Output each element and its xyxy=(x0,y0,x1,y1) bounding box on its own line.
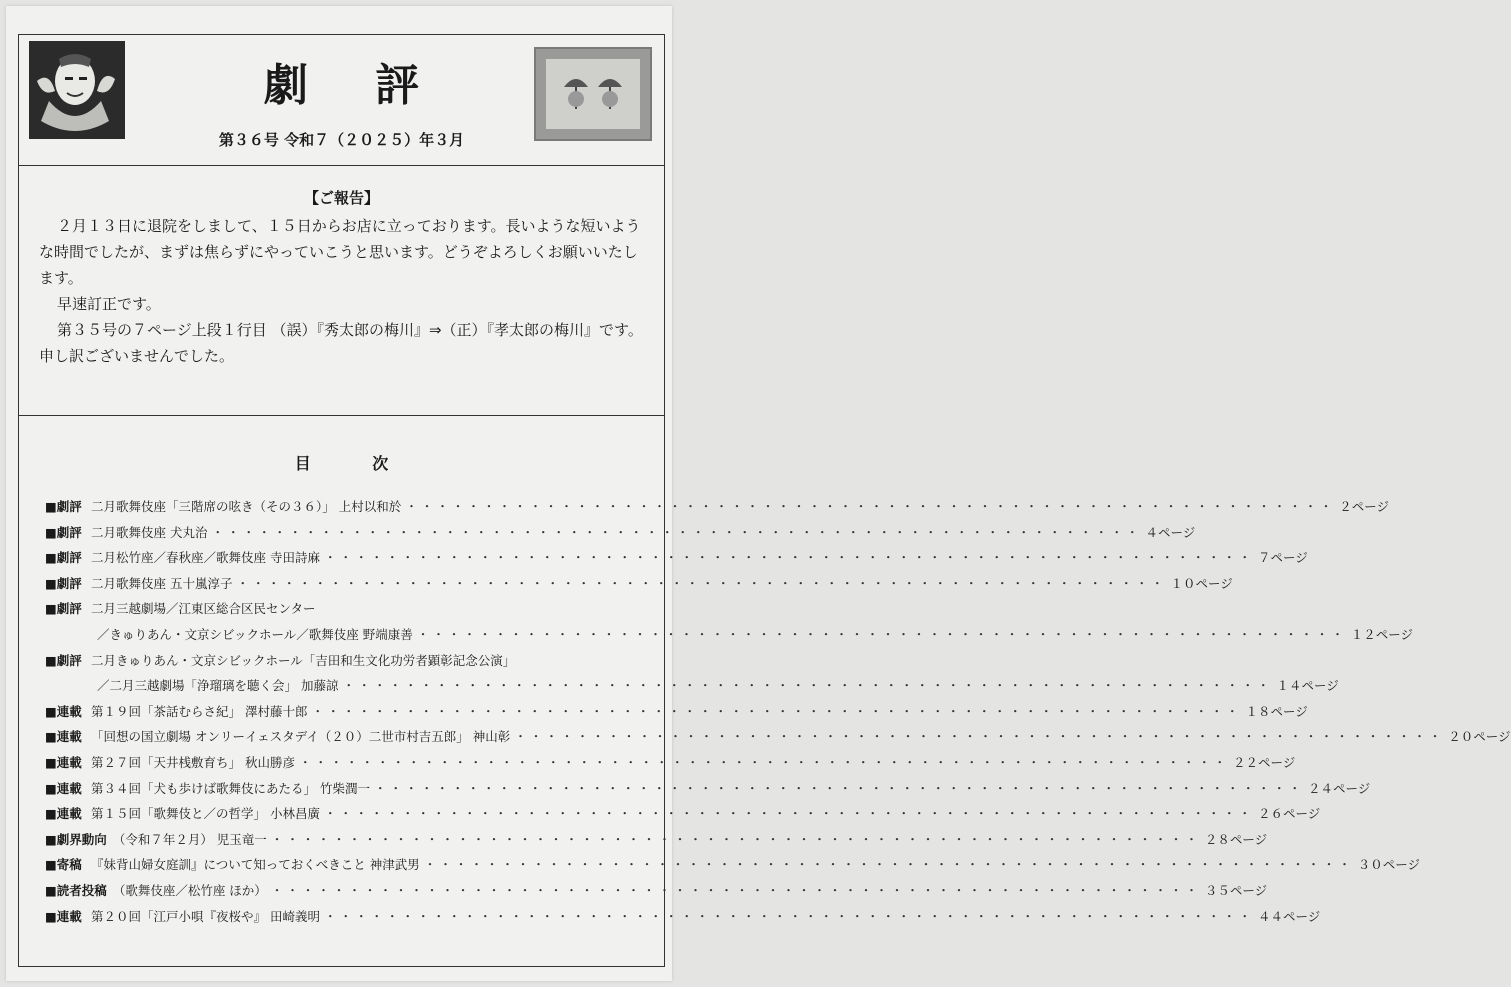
toc-page-number: ２２ページ xyxy=(1233,754,1296,770)
toc-entry xyxy=(45,830,1268,856)
framed-artwork-image xyxy=(534,47,652,141)
toc-title: 二月歌舞伎座「三階席の呟き（その３６）」 上村以和於 xyxy=(91,499,402,514)
toc-entry xyxy=(45,651,650,677)
toc-entry xyxy=(45,676,1339,702)
toc-title: 二月歌舞伎座 五十嵐淳子 xyxy=(91,575,233,591)
toc-category: ■劇評 xyxy=(45,575,82,591)
notice-paragraph: 第３５号の７ページ上段１行目 （誤）『秀太郎の梅川』⇒（正）『孝太郎の梅川』です。 申し訳ございませんでした。 xyxy=(39,321,643,365)
toc-category: ■劇評 xyxy=(45,550,82,566)
toc-page-number: ３０ページ xyxy=(1357,857,1421,873)
toc-category: ■読者投稿 xyxy=(45,882,107,898)
toc-category: ■劇評 xyxy=(45,499,82,514)
notice-paragraph: 早速訂正です。 xyxy=(57,295,161,313)
toc-heading: 目 次 xyxy=(294,454,417,473)
toc-page-number: ２８ページ xyxy=(1204,831,1268,847)
toc-page-number: ３５ページ xyxy=(1204,882,1268,898)
toc-leader-dots: ・・・・・・・・・・・・・・・・・・・・・・・・・・・・・・・・・・・・・・・・・・・・・・・・・・・・・・・・・・・・ xyxy=(514,729,1445,745)
toc-page-number: ２０ページ xyxy=(1448,729,1511,745)
toc-entry xyxy=(45,574,1233,600)
toc-page-number: １４ページ xyxy=(1276,678,1339,694)
umbrella-figures-illustration xyxy=(546,59,640,129)
toc-title: 第２７回「天井桟敷育ち」 秋山勝彦 xyxy=(91,754,295,770)
toc-title: 二月きゅりあん・文京シビックホール「吉田和生文化功労者顕彰記念公演」 xyxy=(91,652,516,668)
notice-paragraph: ２月１３日に退院をしまして、１５日からお店に立っております。長いような短いような時間でしたが、まずは焦らずにやっていこうと思います。どうぞよろしくお願いいたします。 xyxy=(39,217,641,287)
toc-leader-dots: ・・・・・・・・・・・・・・・・・・・・・・・・・・・・・・・・・・・・・・・・・・・・・・・・・・・・・・・・・・・・ xyxy=(298,754,1229,770)
toc-page-number: １２ページ xyxy=(1350,626,1414,642)
toc-entry xyxy=(45,497,1390,523)
page xyxy=(6,6,1511,981)
toc-title: （歌舞伎座／松竹座 ほか） xyxy=(112,882,267,898)
toc-leader-dots: ・・・・・・・・・・・・・・・・・・・・・・・・・・・・・・・・・・・・・・・・・・・・・・・・・・・・・・・・・・・・ xyxy=(323,550,1254,566)
toc-title: ／きゅりあん・文京シビックホール／歌舞伎座 野端康善 xyxy=(97,626,413,642)
toc-title: 第３４回「犬も歩けば歌舞伎にあたる」 竹柴潤一 xyxy=(91,780,370,796)
toc-title: 「回想の国立劇場 オンリーイェスタデイ（２０）二世市村吉五郎」 神山彰 xyxy=(91,729,511,745)
toc-category: ■連載 xyxy=(45,780,82,796)
toc-leader-dots: ・・・・・・・・・・・・・・・・・・・・・・・・・・・・・・・・・・・・・・・・・・・・・・・・・・・・・・・・・・・・ xyxy=(323,908,1254,924)
toc-title: 『妹背山婦女庭訓』について知っておくべきこと 神津武男 xyxy=(91,857,420,873)
toc-page-number: １８ページ xyxy=(1245,703,1308,719)
toc-entry xyxy=(45,625,1414,651)
toc-entry xyxy=(45,881,1268,907)
toc-list xyxy=(45,497,1511,932)
toc-category: ■連載 xyxy=(45,729,82,745)
toc-category: ■劇界動向 xyxy=(45,831,107,847)
toc-entry xyxy=(45,702,1308,728)
toc-leader-dots: ・・・・・・・・・・・・・・・・・・・・・・・・・・・・・・・・・・・・・・・・・・・・・・・・・・・・・・・・・・・・ xyxy=(423,857,1354,873)
toc-category: ■寄稿 xyxy=(45,857,82,873)
toc-leader-dots: ・・・・・・・・・・・・・・・・・・・・・・・・・・・・・・・・・・・・・・・・・・・・・・・・・・・・・・・・・・・・ xyxy=(270,882,1201,898)
toc-page-number: ２ページ xyxy=(1339,499,1390,514)
toc-page-number: ４ページ xyxy=(1145,524,1196,540)
notice-section xyxy=(19,165,664,416)
toc-page-number: ７ページ xyxy=(1258,550,1308,566)
toc-title: 二月歌舞伎座 犬丸治 xyxy=(91,524,208,540)
toc-title: 二月松竹座／春秋座／歌舞伎座 寺田詩麻 xyxy=(91,550,320,566)
toc-category: ■劇評 xyxy=(45,652,82,668)
toc-leader-dots: ・・・・・・・・・・・・・・・・・・・・・・・・・・・・・・・・・・・・・・・・・・・・・・・・・・・・・・・・・・・・ xyxy=(342,678,1273,694)
toc-entry xyxy=(45,779,1371,805)
masthead xyxy=(19,35,664,166)
toc-category: ■連載 xyxy=(45,908,82,924)
toc-title: ／二月三越劇場「浄瑠璃を聴く会」 加藤諒 xyxy=(97,678,339,694)
toc-category: ■連載 xyxy=(45,703,82,719)
toc-entry xyxy=(45,523,1196,549)
notice-body xyxy=(39,213,644,369)
toc-entry xyxy=(45,727,1511,753)
toc-entry xyxy=(45,753,1296,779)
toc-title: 第１５回「歌舞伎と／の哲学」 小林昌廣 xyxy=(91,806,320,822)
toc-leader-dots: ・・・・・・・・・・・・・・・・・・・・・・・・・・・・・・・・・・・・・・・・・・・・・・・・・・・・・・・・・・・・ xyxy=(405,499,1336,514)
toc-entry xyxy=(45,855,1421,881)
toc-leader-dots: ・・・・・・・・・・・・・・・・・・・・・・・・・・・・・・・・・・・・・・・・・・・・・・・・・・・・・・・・・・・・ xyxy=(323,806,1254,822)
toc-page-number: ４４ページ xyxy=(1258,908,1321,924)
toc-category: ■連載 xyxy=(45,806,82,822)
toc-title: 第１９回「茶話むらさ紀」 澤村藤十郎 xyxy=(91,703,308,719)
toc-title: 第２０回「江戸小唄『夜桜や』 田崎義明 xyxy=(91,908,320,924)
toc-leader-dots: ・・・・・・・・・・・・・・・・・・・・・・・・・・・・・・・・・・・・・・・・・・・・・・・・・・・・・・・・・・・・ xyxy=(211,524,1142,540)
toc-page-number: １０ページ xyxy=(1170,575,1233,591)
toc-entry xyxy=(45,599,650,625)
toc-category: ■劇評 xyxy=(45,524,82,540)
masthead-title: 劇 評 xyxy=(263,60,446,111)
toc-category: ■連載 xyxy=(45,754,82,770)
toc-page-number: ２４ページ xyxy=(1308,780,1371,796)
toc-title: （令和７年２月） 児玉竜一 xyxy=(112,831,267,847)
toc-title: 二月三越劇場／江東区総合区民センター xyxy=(91,601,316,617)
toc-category: ■劇評 xyxy=(45,601,82,617)
notice-heading: 【ご報告】 xyxy=(303,189,379,207)
toc-entry xyxy=(45,907,1321,933)
toc-leader-dots: ・・・・・・・・・・・・・・・・・・・・・・・・・・・・・・・・・・・・・・・・・・・・・・・・・・・・・・・・・・・・ xyxy=(236,575,1167,591)
toc-leader-dots: ・・・・・・・・・・・・・・・・・・・・・・・・・・・・・・・・・・・・・・・・・・・・・・・・・・・・・・・・・・・・ xyxy=(311,703,1242,719)
toc-leader-dots: ・・・・・・・・・・・・・・・・・・・・・・・・・・・・・・・・・・・・・・・・・・・・・・・・・・・・・・・・・・・・ xyxy=(373,780,1304,796)
toc-leader-dots: ・・・・・・・・・・・・・・・・・・・・・・・・・・・・・・・・・・・・・・・・・・・・・・・・・・・・・・・・・・・・ xyxy=(416,626,1347,642)
newsletter-frame xyxy=(18,34,1511,967)
toc-entry xyxy=(45,548,1308,574)
toc-entry xyxy=(45,804,1321,830)
toc-page-number: ２６ページ xyxy=(1258,806,1321,822)
issue-line: 第３６号 令和７（２０２５）年３月 xyxy=(218,131,465,149)
toc-leader-dots: ・・・・・・・・・・・・・・・・・・・・・・・・・・・・・・・・・・・・・・・・・・・・・・・・・・・・・・・・・・・・ xyxy=(270,831,1201,847)
